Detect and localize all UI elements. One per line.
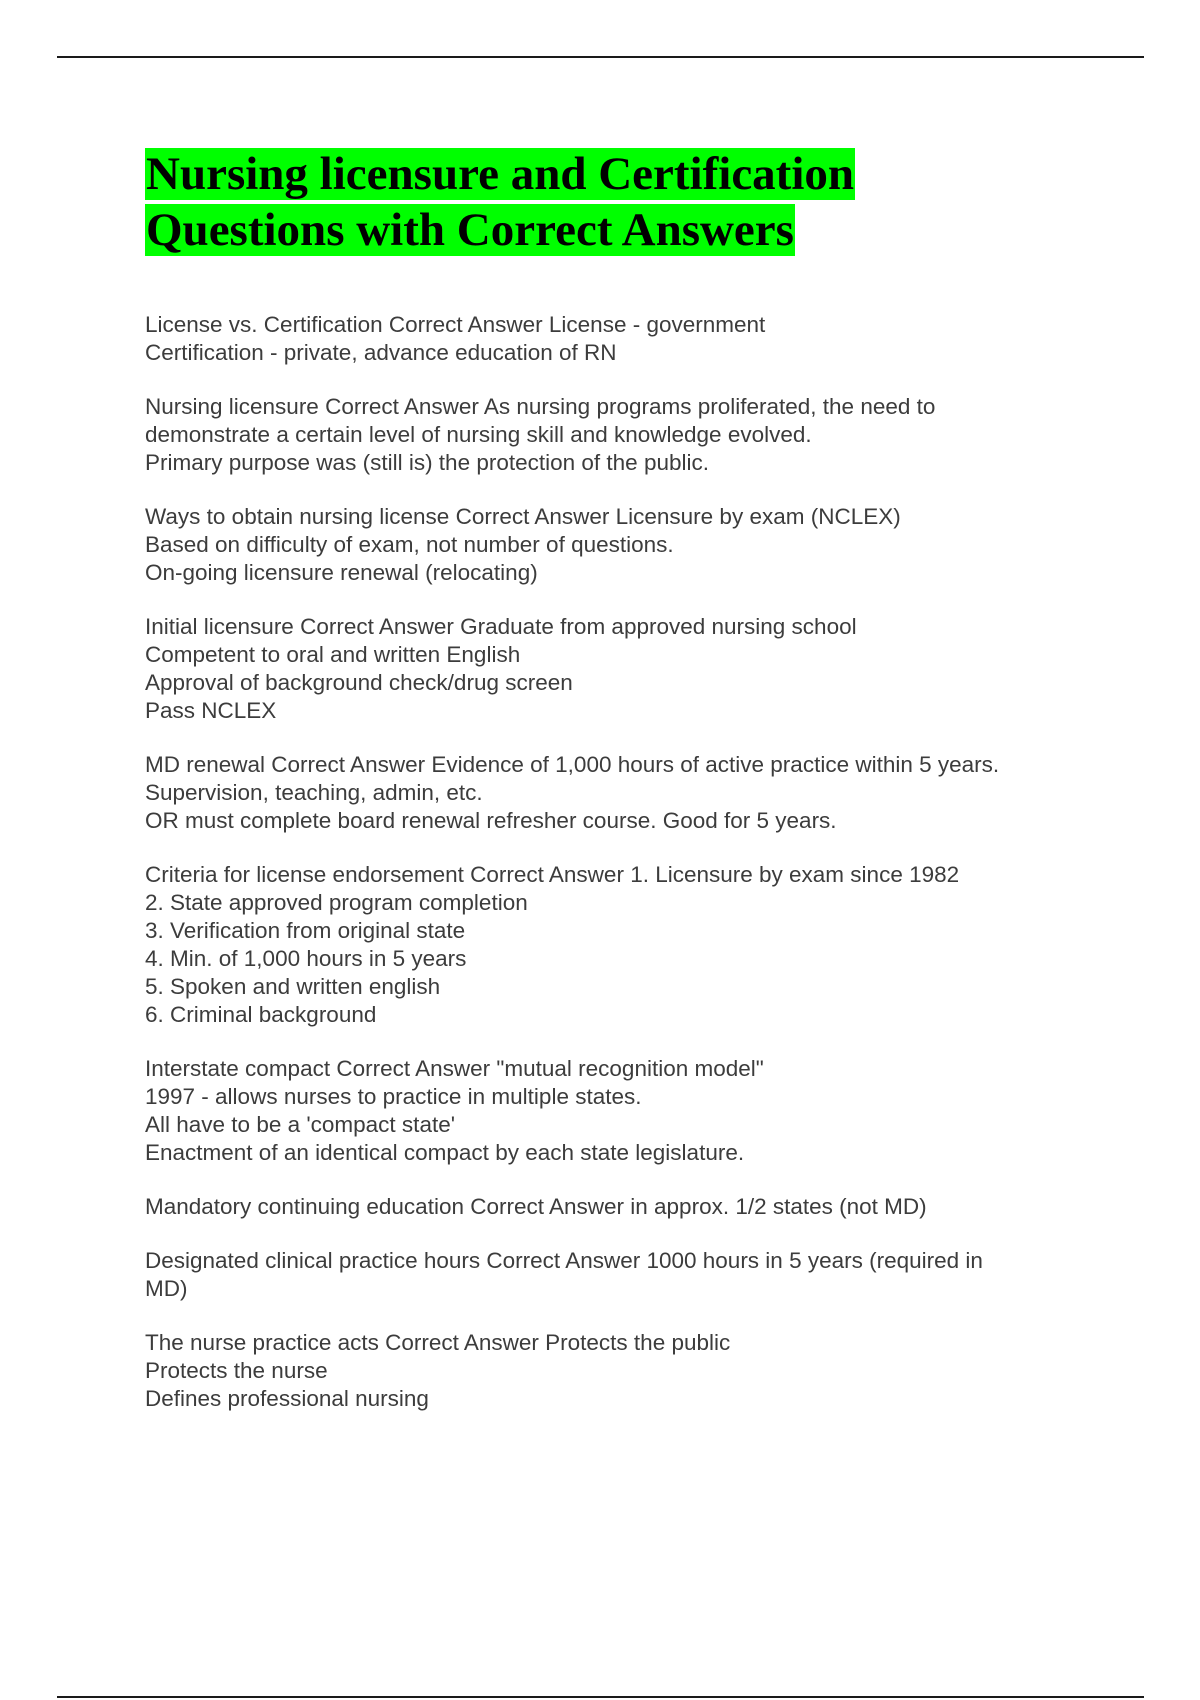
qa-line: On-going licensure renewal (relocating) — [145, 560, 538, 585]
qa-line: License vs. Certification Correct Answer License - government — [145, 312, 766, 337]
qa-line: Pass NCLEX — [145, 698, 277, 723]
qa-line: 2. State approved program completion — [145, 890, 528, 915]
qa-line: OR must complete board renewal refresher course. Good for 5 years. — [145, 808, 837, 833]
qa-line: Primary purpose was (still is) the protection of the public. — [145, 450, 709, 475]
qa-item — [145, 393, 1145, 477]
qa-line: Interstate compact Correct Answer "mutual recognition model" — [145, 1056, 764, 1081]
qa-line: 4. Min. of 1,000 hours in 5 years — [145, 946, 467, 971]
qa-list — [145, 311, 1145, 1439]
qa-item — [145, 1329, 1145, 1413]
qa-line: Initial licensure Correct Answer Graduate from approved nursing school — [145, 614, 857, 639]
qa-line: 3. Verification from original state — [145, 918, 466, 943]
qa-line: Mandatory continuing education Correct Answer in approx. 1/2 states (not MD) — [145, 1194, 927, 1219]
document-title — [145, 146, 1105, 258]
qa-line: Criteria for license endorsement Correct Answer 1. Licensure by exam since 1982 — [145, 862, 960, 887]
qa-line: Nursing licensure Correct Answer As nursing programs proliferated, the need to — [145, 394, 936, 419]
qa-item — [145, 613, 1145, 725]
qa-line: Ways to obtain nursing license Correct Answer Licensure by exam (NCLEX) — [145, 504, 901, 529]
qa-line: demonstrate a certain level of nursing skill and knowledge evolved. — [145, 422, 812, 447]
qa-line: 1997 - allows nurses to practice in multiple states. — [145, 1084, 642, 1109]
qa-line: Protects the nurse — [145, 1358, 328, 1383]
qa-item — [145, 311, 1145, 367]
top-divider — [57, 56, 1144, 58]
qa-item — [145, 1055, 1145, 1167]
qa-line: MD) — [145, 1276, 188, 1301]
title-line-1: Nursing licensure and Certification — [146, 148, 855, 200]
bottom-divider — [57, 1696, 1144, 1698]
qa-line: 6. Criminal background — [145, 1002, 377, 1027]
qa-item — [145, 1193, 1145, 1221]
qa-line: Designated clinical practice hours Correct Answer 1000 hours in 5 years (required in — [145, 1248, 983, 1273]
qa-line: Defines professional nursing — [145, 1386, 429, 1411]
qa-item — [145, 861, 1145, 1029]
qa-line: Enactment of an identical compact by each state legislature. — [145, 1140, 745, 1165]
qa-line: Supervision, teaching, admin, etc. — [145, 780, 483, 805]
qa-line: Approval of background check/drug screen — [145, 670, 573, 695]
qa-line: All have to be a 'compact state' — [145, 1112, 456, 1137]
qa-line: 5. Spoken and written english — [145, 974, 441, 999]
qa-item — [145, 1247, 1145, 1303]
title-line-2: Questions with Correct Answers — [146, 204, 794, 256]
qa-line: Based on difficulty of exam, not number of questions. — [145, 532, 674, 557]
qa-line: The nurse practice acts Correct Answer Protects the public — [145, 1330, 731, 1355]
qa-line: Certification - private, advance education of RN — [145, 340, 617, 365]
qa-item — [145, 751, 1145, 835]
qa-line: Competent to oral and written English — [145, 642, 521, 667]
qa-line: MD renewal Correct Answer Evidence of 1,000 hours of active practice within 5 years. — [145, 752, 1000, 777]
qa-item — [145, 503, 1145, 587]
